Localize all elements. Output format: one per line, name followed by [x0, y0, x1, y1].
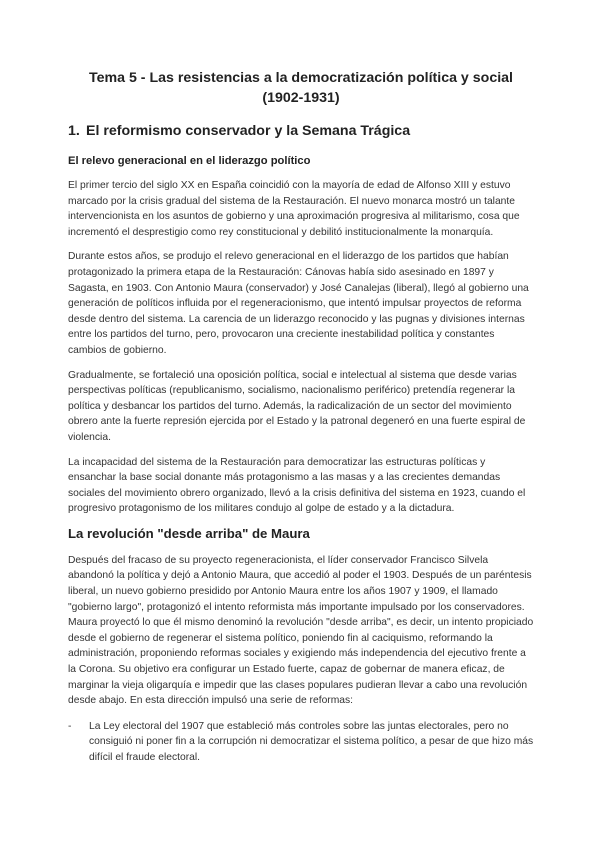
paragraph: El primer tercio del siglo XX en España coincidió con la mayoría de edad de Alfonso XIII y estuvo marcado por la crisis gradual del sistema de la Restauración. El nuevo monarca mostró un talante intervencionista en los asuntos de gobierno y una aproximación progresiva al militarismo, cosa que incrementó el desprestigio como rey constitucional y debilitó institucionalmente la monarquía. [68, 180, 520, 238]
document-title [68, 68, 534, 108]
subsection-heading-maura: La revolución "desde arriba" de Maura [68, 525, 310, 541]
section-number: 1. [68, 123, 80, 139]
list-item [68, 719, 534, 766]
bullet-marker: - [68, 720, 72, 732]
subsection-heading-relevo: El relevo generacional en el liderazgo político [68, 155, 311, 167]
section-heading [68, 122, 534, 140]
section-title: El reformismo conservador y la Semana Trágica [86, 123, 411, 139]
paragraph: La incapacidad del sistema de la Restauración para democratizar las estructuras políticas y ensanchar la base social donante más protagonismo a las masas y a las crecientes demandas sociales del movimiento obrero organizado, llevó a la crisis definitiva del sistema en 1923, cuando el progresivo protagonismo de los militares condujo al golpe de estado y a la dictadura. [68, 456, 526, 515]
paragraph: Gradualmente, se fortaleció una oposición política, social e intelectual al sistema que desde varias perspectivas políticas (republicanismo, socialismo, nacionalismo periférico) pretendía regenerar la política y desbancar los partidos del turno. Además, la radicalización de un sector del movimiento obrero ante la fuerte represión ejercida por el Estado y la patronal degeneró en una fuerte espiral de violencia. [68, 369, 526, 443]
document-title-line1: Tema 5 - Las resistencias a la democratización política y social [89, 70, 513, 86]
document-title-line2: (1902-1931) [262, 90, 340, 106]
paragraph: Durante estos años, se produjo el relevo generacional en el liderazgo de los partidos que habían protagonizado la primera etapa de la Restauración: Cánovas había sido asesinado en 1897 y Sagasta, en 1903. Con Antonio Maura (conservador) y José Canalejas (liberal), llegó al gobierno una generación de políticos influida por el regeneracionismo, que intentó impulsar proyectos de reforma desde dentro del sistema. La carencia de un liderazgo reconocido y las pugnas y divisiones internas entre los partidos del turno, pero, provocaron una creciente inestabilidad política y constantes cambios de gobierno. [68, 251, 529, 356]
list-item-text: La Ley electoral del 1907 que estableció más controles sobre las juntas electorales, pero no consiguió ni poner fin a la corrupción ni democratizar el sistema político, a pesar de que hizo más difícil el fraude electoral. [89, 720, 534, 763]
paragraph: Después del fracaso de su proyecto regeneracionista, el líder conservador Francisco Silvela abandonó la política y dejó a Antonio Maura, que accedió al poder el 1903. Después de un paréntesis liberal, un nuevo gobierno presidido por Antonio Maura entre los años 1907 y 1909, el llamado "gobierno largo", protagonizó el intento reformista más importante impulsado por los conservadores. Maura proyectó lo que él mismo denominó la revolución "desde arriba", es decir, un intento propiciado desde el gobierno de regenerar el sistema político, poniendo fin al caciquismo, reformando la administración, proponiendo reformas sociales y exigiendo más independencia del ejecutivo frente a la Corona. Su objetivo era configurar un Estado fuerte, capaz de gobernar de manera eficaz, de marginar la vieja oligarquía e impedir que las clases populares pudieran llevar a cabo una revolución desde abajo. En esta dirección impulsó una serie de reformas: [68, 554, 534, 707]
